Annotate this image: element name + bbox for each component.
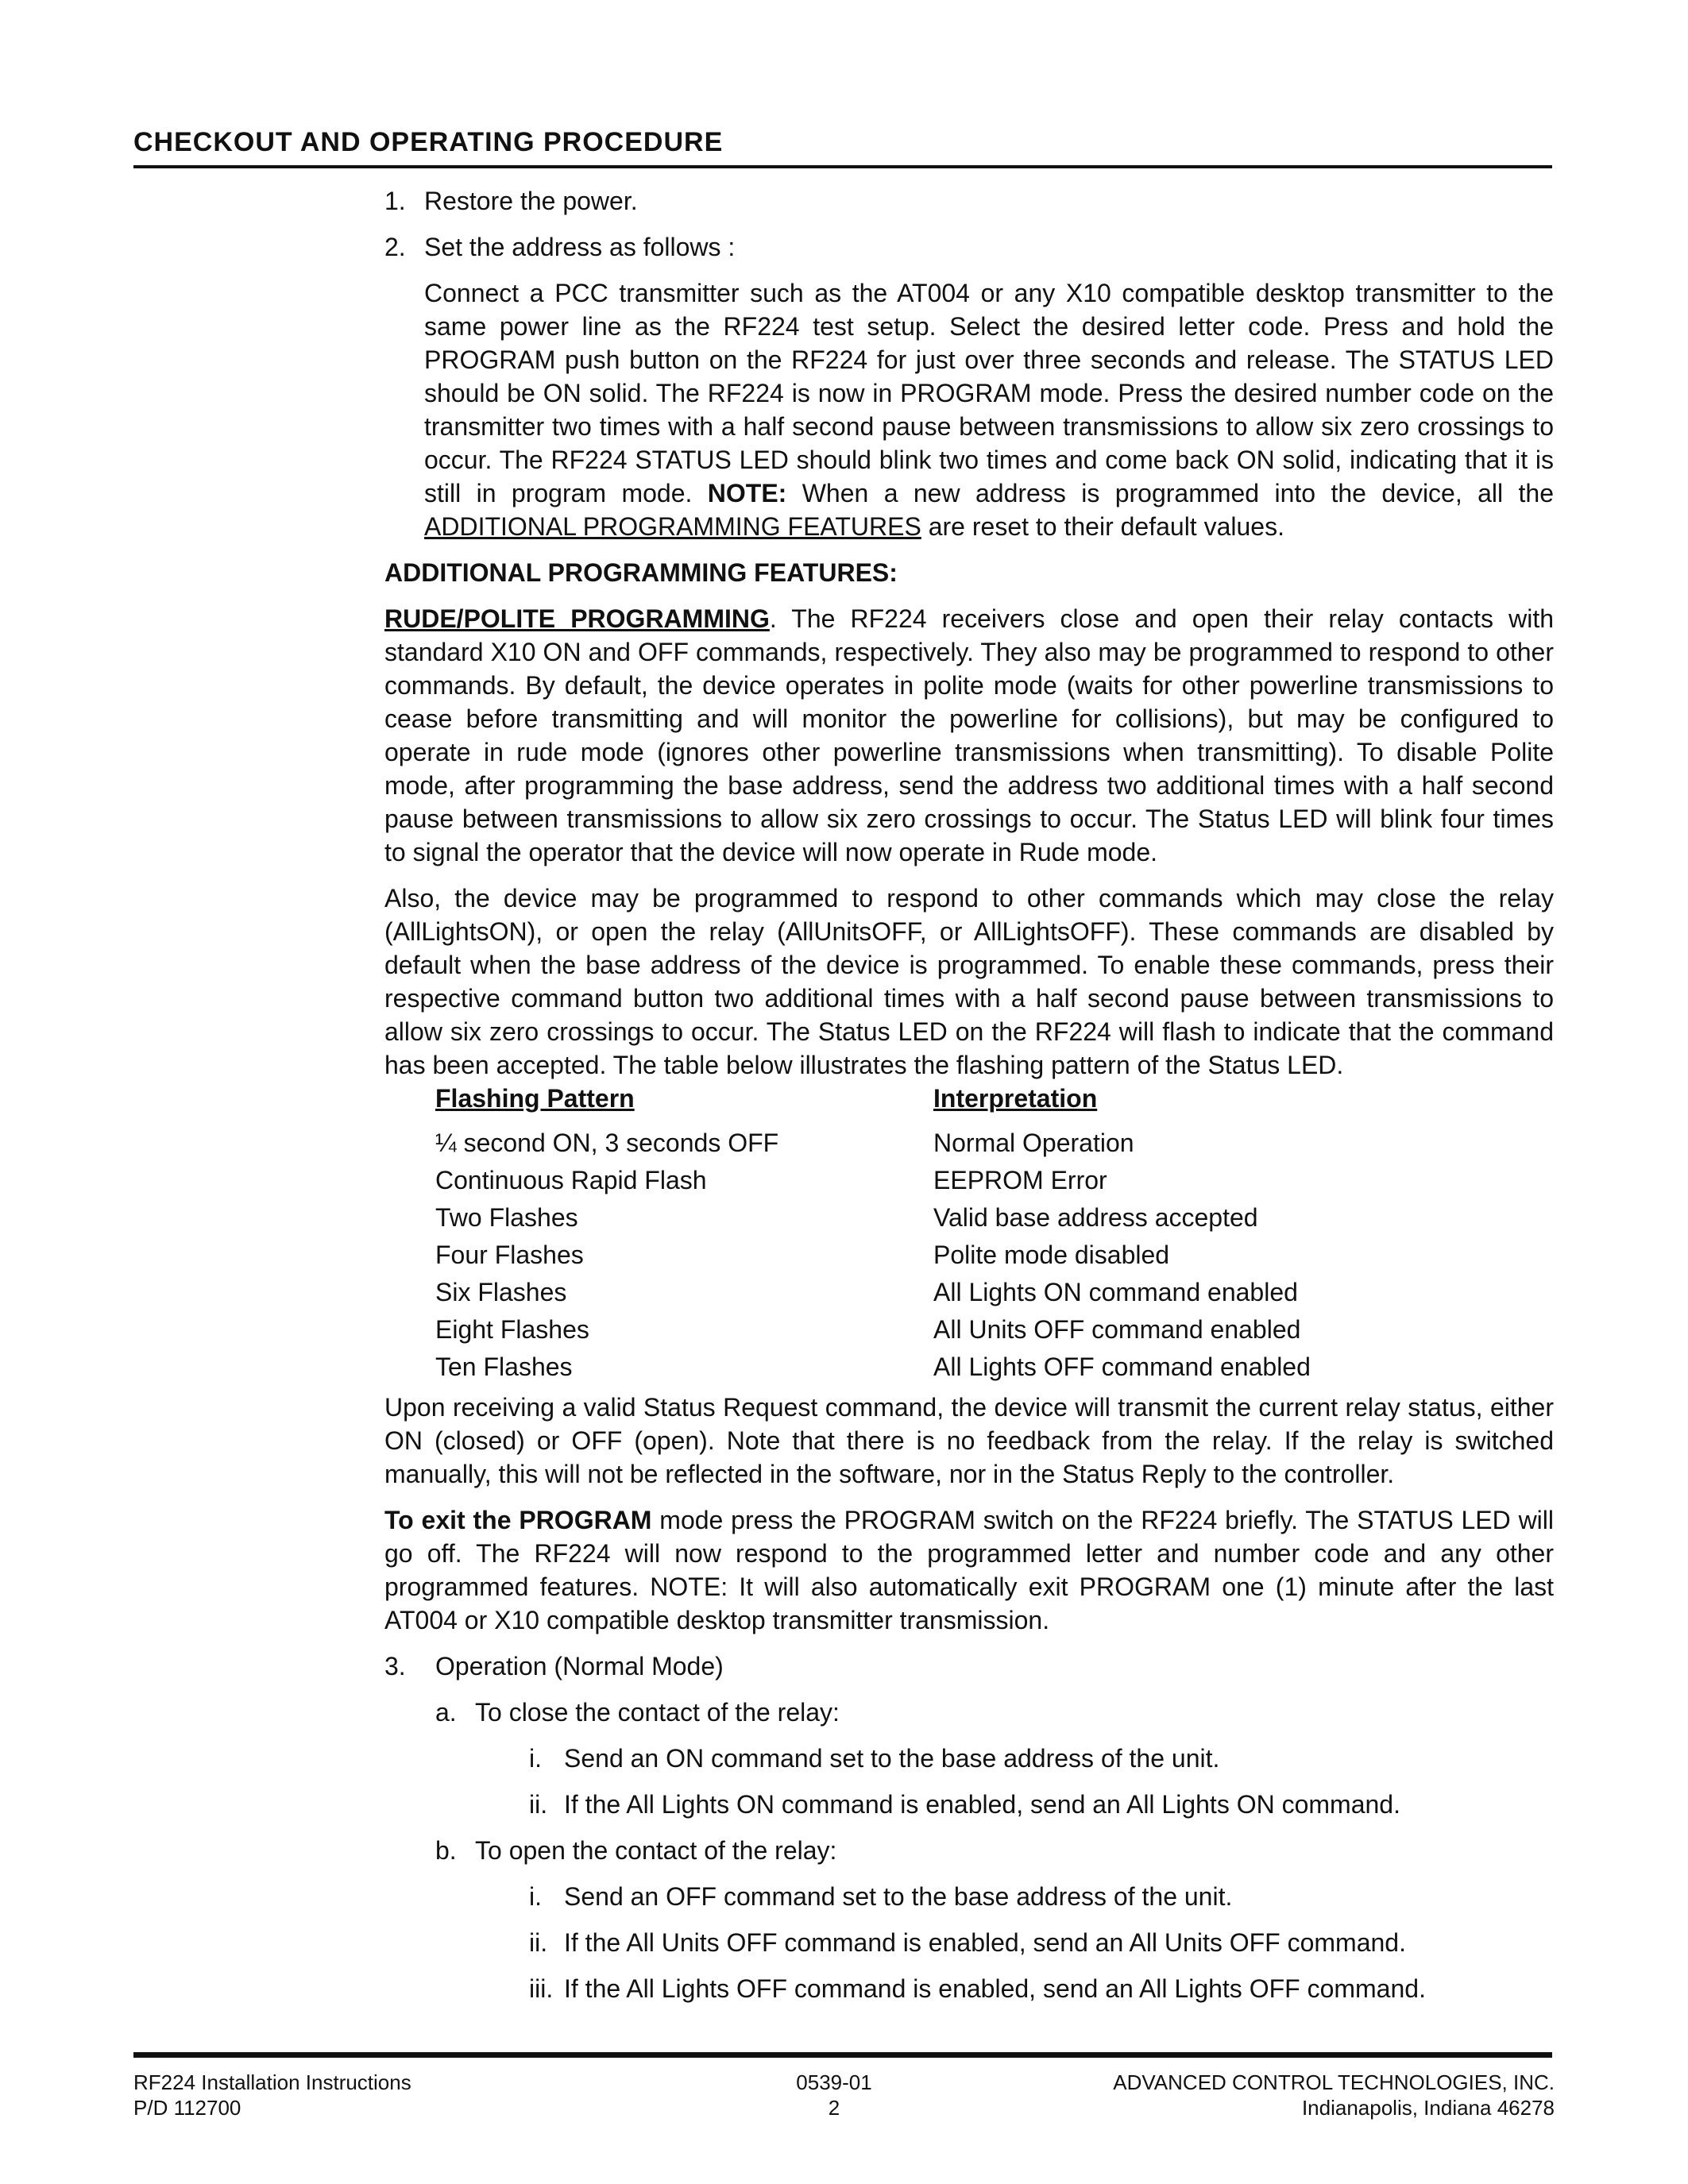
additional-features-heading: ADDITIONAL PROGRAMMING FEATURES: <box>384 558 898 587</box>
exit-program-paragraph: To exit the PROGRAM mode press the PROGRAM switch on the RF224 briefly. The STATUS LED will go off. The RF224 will now respond to the programmed letter and number code and any other programmed features. NOTE: It will also automatically exit PROGRAM one (1) minute after the last AT004 or X10 compatible desktop transmitter transmission. <box>384 1506 1555 1634</box>
step-2 <box>384 230 1554 264</box>
step-number: 1. <box>384 187 406 215</box>
list-item: ii. If the All Lights ON command is enabled, send an All Lights ON command. <box>529 1790 1400 1819</box>
rude-polite-paragraph: RUDE/POLITE PROGRAMMING. The RF224 receivers close and open their relay contacts with standard X10 ON and OFF commands, respectively. They also may be programmed to respond to other commands. By default, the device operates in polite mode (waits for other powerline transmissions to cease before transmitting and will monitor the powerline for collisions), but may be configured to operate in rude mode (ignores other powerline transmissions when transmitting). To disable Polite mode, after programming the base address, send the address two additional times with a half second pause between transmissions to allow six zero crossings to occur. The Status LED will blink four times to signal the operator that the device will now operate in Rude mode. <box>384 604 1555 866</box>
close-relay-item: a. To close the contact of the relay: <box>435 1698 840 1727</box>
table-header <box>435 1082 1554 1126</box>
footer-doc-title: RF224 Installation Instructions <box>133 2070 411 2094</box>
status-request-paragraph: Upon receiving a valid Status Request command, the device will transmit the current relay status, either ON (closed) or OFF (open). Note that there is no feedback from the relay. If the relay is switched manually, this will not be reflected in the software, nor in the Status Reply to the controller. <box>384 1393 1554 1488</box>
footer-left <box>133 2070 411 2120</box>
body-content <box>384 184 1554 2018</box>
list-item: i. Send an OFF command set to the base address of the unit. <box>529 1882 1233 1911</box>
open-relay-item: b. To open the contact of the relay: <box>435 1836 837 1865</box>
step-text: Set the address as follows : <box>424 233 736 261</box>
table-row: Continuous Rapid Flash EEPROM Error <box>435 1166 1107 1194</box>
other-commands-paragraph: Also, the device may be programmed to respond to other commands which may close the relay (AllLightsON), or open the relay (AllUnitsOFF, or AllLightsOFF). These commands are disabled by default when the base address of the device is programmed. To enable these commands, press their respective command button two additional times with a half second pause between transmissions to allow six zero crossings to occur. The Status LED on the RF224 will flash to indicate that the command has been accepted. The table below illustrates the flashing pattern of the Status LED. <box>384 884 1554 1079</box>
step-1 <box>384 184 1554 218</box>
footer-address: Indianapolis, Indiana 46278 <box>1301 2096 1555 2120</box>
step-text: Operation (Normal Mode) <box>435 1652 724 1680</box>
table-row: Six Flashes All Lights ON command enabled <box>435 1278 1298 1306</box>
exit-program-label: To exit the PROGRAM <box>384 1506 652 1534</box>
additional-features-reference: ADDITIONAL PROGRAMMING FEATURES <box>424 512 921 541</box>
table-row: Two Flashes Valid base address accepted <box>435 1203 1258 1232</box>
footer-right <box>1113 2070 1555 2120</box>
page-heading: CHECKOUT AND OPERATING PROCEDURE <box>133 127 724 157</box>
list-item: ii. If the All Units OFF command is enabled, send an All Units OFF command. <box>529 1928 1406 1957</box>
step-number: 3. <box>384 1652 406 1680</box>
rude-polite-label: RUDE/POLITE PROGRAMMING <box>384 604 770 633</box>
step-3 <box>384 1650 1554 1683</box>
list-item: i. Send an ON command set to the base address of the unit. <box>529 1744 1220 1773</box>
table-row: ¼ second ON, 3 seconds OFF Normal Operation <box>435 1129 1134 1157</box>
footer-doc-code: 0539-01 <box>796 2070 872 2094</box>
footer-rule <box>133 2052 1552 2058</box>
table-row: Ten Flashes All Lights OFF command enabled <box>435 1352 1311 1381</box>
note-label: NOTE: <box>707 479 787 507</box>
step-text: Restore the power. <box>424 187 638 215</box>
footer-part-number: P/D 112700 <box>133 2096 241 2120</box>
footer-company: ADVANCED CONTROL TECHNOLOGIES, INC. <box>1113 2070 1555 2094</box>
footer-center <box>786 2070 882 2120</box>
heading-rule <box>133 165 1552 168</box>
flashing-pattern-table <box>435 1082 1554 1387</box>
table-row: Four Flashes Polite mode disabled <box>435 1241 1170 1269</box>
address-instructions: Connect a PCC transmitter such as the AT004 or any X10 compatible desktop transmitter to the same power line as the RF224 test setup. Select the desired letter code. Press and hold the PROGRAM push button on the RF224 for just over three seconds and release. The STATUS LED should be ON solid. The RF224 is now in PROGRAM mode. Press the desired number code on the transmitter two times with a half second pause between transmissions to allow six zero crossings to occur. The RF224 STATUS LED should blink two times and come back ON solid, indicating that it is still in program mode. NOTE: When a new address is programmed into the device, all the ADDITIONAL PROGRAMMING FEATURES are reset to their default values. <box>424 279 1555 541</box>
column-header-pattern: Flashing Pattern <box>435 1084 635 1113</box>
step-number: 2. <box>384 233 406 261</box>
column-header-interpretation: Interpretation <box>933 1084 1098 1113</box>
list-item: iii. If the All Lights OFF command is enabled, send an All Lights OFF command. <box>529 1974 1426 2003</box>
page-number: 2 <box>828 2096 840 2120</box>
table-row: Eight Flashes All Units OFF command enabled <box>435 1315 1301 1344</box>
